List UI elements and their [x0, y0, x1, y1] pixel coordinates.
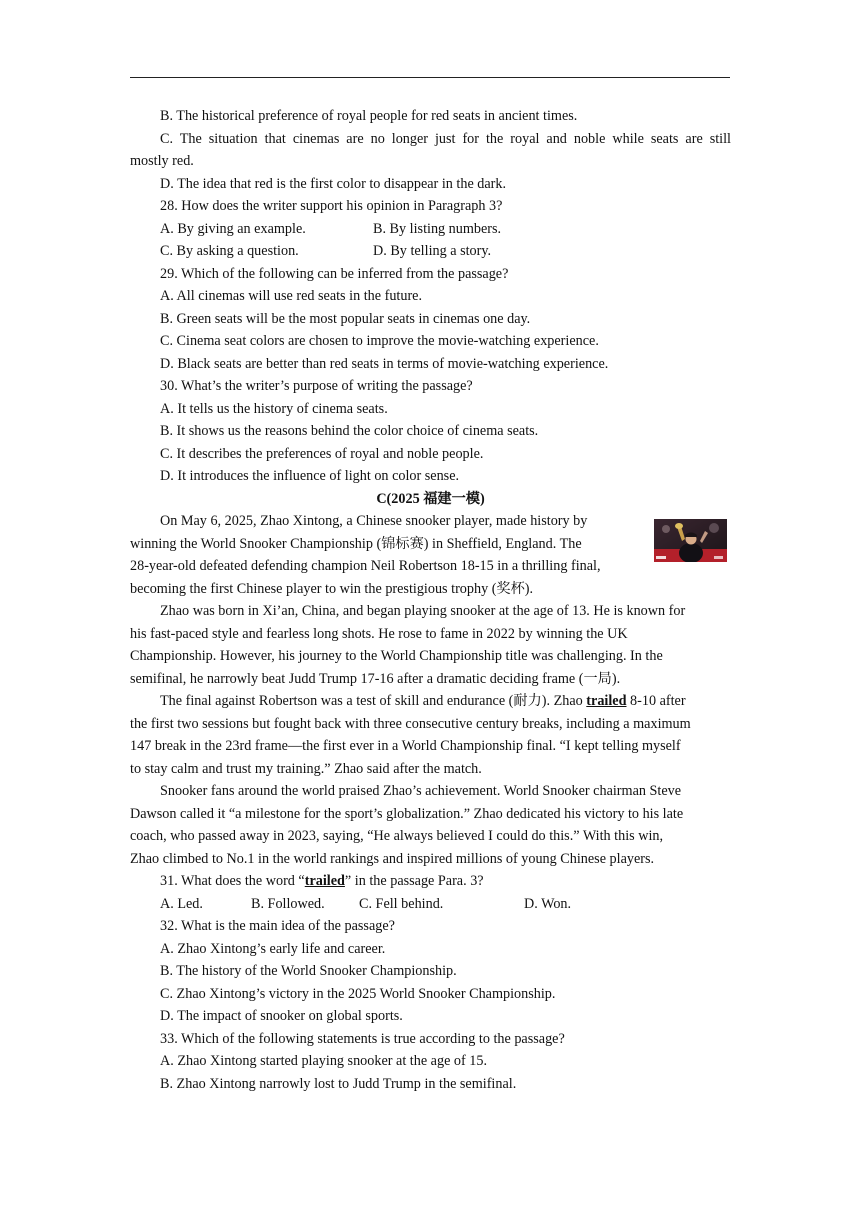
passage-p2-line2: his fast-paced style and fearless long shots. He rose to fame in 2022 by winning the UK [130, 625, 628, 642]
q30-option-d: D. It introduces the influence of light on color sense. [160, 468, 460, 484]
q29-option-d: D. Black seats are better than red seats in terms of movie-watching experience. [160, 355, 609, 372]
passage-p1-line1: On May 6, 2025, Zhao Xintong, a Chinese snooker player, made history by [160, 513, 588, 529]
q31-stem [130, 870, 731, 893]
passage-p2-line3: Championship. However, his journey to the World Championship title was challenging. In the [130, 648, 663, 664]
passage-p4-line1: Snooker fans around the world praised Zhao’s achievement. World Snooker chairman Steve [160, 783, 682, 799]
q28-option-c: C. By asking a question. [160, 243, 299, 259]
passage-p3-line4: to stay calm and trust my training.” Zhao said after the match. [130, 760, 482, 777]
q31-option-c: C. Fell behind. [359, 895, 444, 912]
q29-option-a: A. All cinemas will use red seats in the future. [160, 288, 423, 304]
q28-option-b: B. By listing numbers. [373, 220, 502, 237]
q30-option-a: A. It tells us the history of cinema seats. [160, 400, 388, 417]
header-rule [130, 77, 730, 78]
passage-p3-line3: 147 break in the 23rd frame—the first ever in a World Championship final. “I kept telling myself [130, 738, 681, 754]
q28-option-a: A. By giving an example. [160, 220, 306, 237]
q28-option-d: D. By telling a story. [373, 243, 492, 259]
q32-option-c: C. Zhao Xintong’s victory in the 2025 World Snooker Championship. [160, 985, 556, 1002]
q33-option-a: A. Zhao Xintong started playing snooker at the age of 15. [160, 1053, 488, 1069]
q30-stem: 30. What’s the writer’s purpose of writing the passage? [160, 378, 473, 394]
passage-p1-line4: becoming the first Chinese player to win the prestigious trophy (奖杯). [130, 580, 534, 597]
q33-stem: 33. Which of the following statements is true according to the passage? [160, 1030, 565, 1047]
q32-option-a: A. Zhao Xintong’s early life and career. [160, 940, 386, 957]
q31-option-b: B. Followed. [251, 895, 325, 912]
q27-option-c-line1: C. The situation that cinemas are no longer just for the royal and noble while seats are still [160, 130, 731, 147]
q28-stem: 28. How does the writer support his opinion in Paragraph 3? [160, 198, 503, 214]
document-body [130, 105, 731, 1095]
trophy-photo-image [654, 519, 727, 562]
q31-stem-before: 31. What does the word “ [160, 873, 305, 889]
q32-option-b: B. The history of the World Snooker Championship. [160, 963, 457, 979]
q32-option-d: D. The impact of snooker on global sports. [160, 1008, 403, 1024]
passage-p1-line3: 28-year-old defeated defending champion Neil Robertson 18-15 in a thrilling final, [130, 558, 601, 574]
q30-option-c: C. It describes the preferences of royal and noble people. [160, 445, 484, 462]
passage-p3-text-after: 8-10 after [626, 693, 686, 709]
passage-p3-line1 [130, 690, 731, 713]
q28-options-row1 [130, 218, 731, 241]
q31-options-row [130, 893, 731, 916]
passage-p4-line3: coach, who passed away in 2023, saying, “He always believed I could do this.” With this win, [130, 828, 664, 844]
passage-p4-line2: Dawson called it “a milestone for the sport’s globalization.” Zhao dedicated his victory to his late [130, 805, 684, 822]
q29-option-b: B. Green seats will be the most popular seats in cinemas one day. [160, 310, 531, 327]
passage-p3-line2: the first two sessions but fought back with three consecutive century breaks, including a maximum [130, 715, 691, 732]
passage-p4-line4: Zhao climbed to No.1 in the world rankings and inspired millions of young Chinese players. [130, 850, 655, 867]
q32-stem: 32. What is the main idea of the passage? [160, 918, 395, 934]
passage-p1-line2: winning the World Snooker Championship (锦标赛) in Sheffield, England. The [130, 535, 582, 552]
q28-options-row2 [130, 240, 731, 263]
q27-option-d: D. The idea that red is the first color to disappear in the dark. [160, 175, 507, 192]
q27-option-c-line2: mostly red. [130, 153, 194, 169]
section-c-title: C(2025 福建一模) [376, 490, 485, 507]
q29-option-c: C. Cinema seat colors are chosen to improve the movie-watching experience. [160, 333, 599, 349]
q31-stem-after: ” in the passage Para. 3? [344, 873, 484, 889]
q29-stem: 29. Which of the following can be inferred from the passage? [160, 265, 509, 282]
q27-option-b: B. The historical preference of royal people for red seats in ancient times. [160, 108, 578, 124]
q31-option-d: D. Won. [524, 895, 572, 912]
q30-option-b: B. It shows us the reasons behind the color choice of cinema seats. [160, 423, 539, 439]
passage-p2-line4: semifinal, he narrowly beat Judd Trump 17-16 after a dramatic deciding frame (一局). [130, 670, 621, 687]
passage-p3-text-before: The final against Robertson was a test of skill and endurance (耐力). Zhao [160, 693, 587, 709]
q33-option-b: B. Zhao Xintong narrowly lost to Judd Trump in the semifinal. [160, 1075, 517, 1092]
q31-option-a: A. Led. [160, 895, 203, 912]
q31-keyword-trailed: trailed [304, 873, 345, 889]
passage-p2-line1: Zhao was born in Xi’an, China, and began playing snooker at the age of 13. He is known for [160, 603, 686, 619]
keyword-trailed: trailed [586, 693, 627, 709]
snooker-trophy-photo [654, 519, 727, 562]
